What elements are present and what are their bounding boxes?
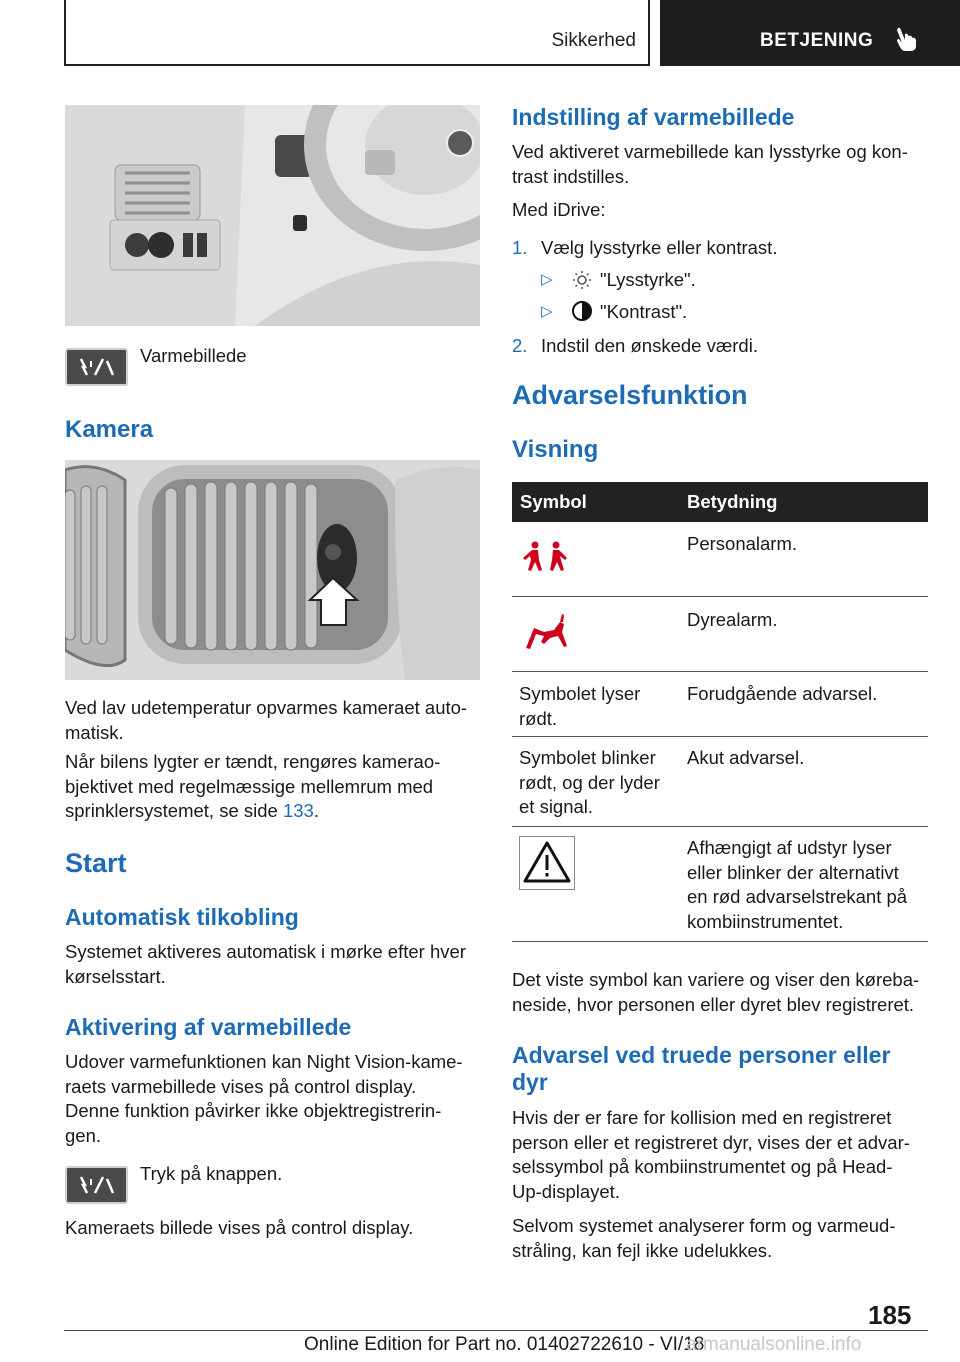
press-button-text: Tryk på knappen. <box>140 1163 283 1184</box>
row-3-symbol: Symbolet lyser rødt. <box>519 683 641 729</box>
warning-triangle-icon <box>520 837 574 889</box>
camera-heading: Kamera <box>65 416 154 443</box>
row-3-meaning: Forudgående advarsel. <box>687 683 878 704</box>
pointing-hand-icon <box>892 24 922 54</box>
symbol-note: Det viste symbol kan variere og viser den køreba- neside, hvor personen eller dyret blev registreret. <box>512 969 920 1015</box>
table-divider <box>512 596 928 597</box>
footer-rule <box>64 1330 928 1331</box>
contrast-icon <box>571 300 593 322</box>
threat-warning-heading: Advarsel ved truede personer eller dyr <box>512 1042 891 1095</box>
substep-2-bullet: ▷ <box>541 303 553 320</box>
display-heading: Visning <box>512 436 599 463</box>
table-col-meaning: Betydning <box>687 491 778 512</box>
page-number: 185 <box>868 1300 912 1330</box>
animal-alarm-icon <box>520 612 572 652</box>
warning-function-heading: Advarselsfunktion <box>512 380 748 410</box>
threat-text: Hvis der er fare for kollision med en registreret person eller et registreret dyr, vises der et advar- selssymbol på kombiinstrumentet og på Head- Up-displayet. <box>512 1107 910 1202</box>
row-4-meaning: Akut advarsel. <box>687 747 805 768</box>
table-divider <box>512 736 928 737</box>
warning-triangle-symbol-box <box>519 836 575 890</box>
camera-image-shown-text: Kameraets billede vises på control display. <box>65 1217 414 1238</box>
row-1-meaning: Personalarm. <box>687 533 798 554</box>
thermal-image-caption: Varmebillede <box>140 345 247 366</box>
table-col-symbol: Symbol <box>520 491 587 512</box>
thermal-image-button-icon-2[interactable] <box>65 1166 128 1204</box>
analysis-text: Selvom systemet analyserer form og varmeud- stråling, kan fejl ikke udelukkes. <box>512 1215 896 1261</box>
substep-1-text: "Lysstyrke". <box>600 269 696 290</box>
substep-2-text: "Kontrast". <box>600 301 688 322</box>
camera-grille-photo <box>65 460 480 680</box>
table-divider <box>512 826 928 827</box>
activation-heading: Aktivering af varmebillede <box>65 1014 352 1040</box>
step-2-text: Indstil den ønskede værdi. <box>541 335 758 356</box>
row-5-meaning: Afhængigt af udstyr lyser eller blinker der alternativt en rød advarselstrekant på kombiinstrumentet. <box>687 837 908 932</box>
camera-text-2: Når bilens lygter er tændt, rengøres kamerao- bjektivet med regelmæssige mellemrum med sprinklersystemet, se side 133. <box>65 751 441 821</box>
auto-connect-text: Systemet aktiveres automatisk i mørke efter hver kørselsstart. <box>65 941 466 987</box>
camera-text-1: Ved lav udetemperatur opvarmes kameraet auto- matisk. <box>65 697 468 743</box>
watermark: armanualsonline.info <box>686 1334 862 1355</box>
thermal-image-button-icon[interactable] <box>65 348 128 386</box>
brightness-icon <box>572 270 592 290</box>
substep-1-bullet: ▷ <box>541 271 553 288</box>
table-divider <box>512 941 928 942</box>
edition-footer: Online Edition for Part no. 01402722610 - VI/18 <box>304 1334 705 1355</box>
settings-text: Ved aktiveret varmebillede kan lysstyrke og kon- trast indstilles. <box>512 141 908 187</box>
step-1-text: Vælg lysstyrke eller kontrast. <box>541 237 778 258</box>
step-1-number: 1. <box>512 237 528 258</box>
dashboard-photo <box>65 105 480 326</box>
auto-connect-heading: Automatisk tilkobling <box>65 904 299 930</box>
step-2-number: 2. <box>512 335 528 356</box>
person-alarm-icon <box>520 540 572 576</box>
start-heading: Start <box>65 848 127 878</box>
table-divider <box>512 671 928 672</box>
settings-heading: Indstilling af varmebillede <box>512 104 795 130</box>
row-2-meaning: Dyrealarm. <box>687 609 778 630</box>
activation-text: Udover varmefunktionen kan Night Vision-kame- raets varmebillede vises på control display. Denne funktion påvirker ikke objektregistrerin- gen. <box>65 1051 463 1146</box>
idrive-label: Med iDrive: <box>512 199 606 220</box>
page-link-133[interactable]: 133 <box>282 800 314 821</box>
section-title: Sikkerhed <box>551 30 636 51</box>
row-4-symbol: Symbolet blinker rødt, og der lyder et signal. <box>519 747 660 817</box>
chapter-title: BETJENING <box>760 30 874 51</box>
